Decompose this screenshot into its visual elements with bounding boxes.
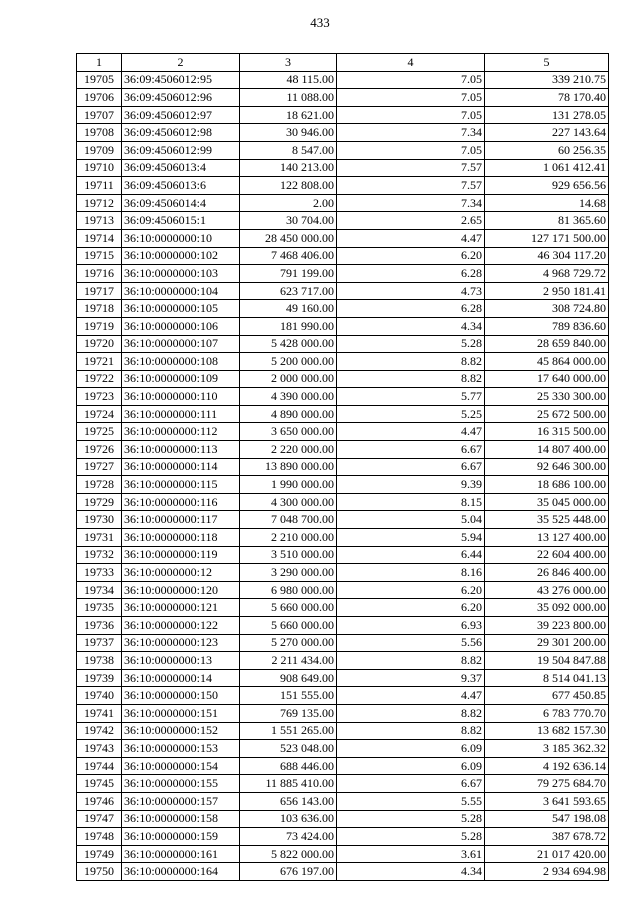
value-cell: 92 646 300.00: [485, 458, 609, 476]
area-cell: 3 290 000.00: [240, 564, 337, 582]
value-cell: 29 301 200.00: [485, 634, 609, 652]
rate-cell: 4.47: [337, 229, 485, 247]
area-cell: 2 210 000.00: [240, 529, 337, 547]
table-row: [77, 370, 609, 388]
table-row: [77, 317, 609, 335]
table-row: [77, 194, 609, 212]
area-cell: 5 270 000.00: [240, 634, 337, 652]
rate-cell: 6.44: [337, 546, 485, 564]
value-cell: 3 185 362.32: [485, 740, 609, 758]
cadastral-number-cell: 36:10:0000000:112: [122, 423, 240, 441]
cadastral-number-cell: 36:10:0000000:159: [122, 828, 240, 846]
value-cell: 339 210.75: [485, 71, 609, 89]
row-number-cell: 19710: [77, 159, 122, 177]
value-cell: 2 934 694.98: [485, 863, 609, 881]
area-cell: 122 808.00: [240, 177, 337, 195]
value-cell: 387 678.72: [485, 828, 609, 846]
area-cell: 5 200 000.00: [240, 353, 337, 371]
rate-cell: 6.67: [337, 441, 485, 459]
rate-cell: 7.05: [337, 89, 485, 107]
rate-cell: 4.34: [337, 863, 485, 881]
table-row: [77, 300, 609, 318]
rate-cell: 8.15: [337, 493, 485, 511]
area-cell: 151 555.00: [240, 687, 337, 705]
table-row: [77, 458, 609, 476]
row-number-cell: 19705: [77, 71, 122, 89]
value-cell: 16 315 500.00: [485, 423, 609, 441]
value-cell: 789 836.60: [485, 317, 609, 335]
rate-cell: 4.47: [337, 423, 485, 441]
value-cell: 43 276 000.00: [485, 581, 609, 599]
table-row: [77, 740, 609, 758]
area-cell: 5 428 000.00: [240, 335, 337, 353]
table-row: [77, 863, 609, 881]
cadastral-number-cell: 36:10:0000000:114: [122, 458, 240, 476]
cadastral-number-cell: 36:10:0000000:153: [122, 740, 240, 758]
table-row: [77, 687, 609, 705]
table-row: [77, 89, 609, 107]
cadastral-number-cell: 36:10:0000000:120: [122, 581, 240, 599]
value-cell: 39 223 800.00: [485, 617, 609, 635]
row-number-cell: 19716: [77, 265, 122, 283]
row-number-cell: 19708: [77, 124, 122, 142]
row-number-cell: 19739: [77, 669, 122, 687]
area-cell: 140 213.00: [240, 159, 337, 177]
row-number-cell: 19721: [77, 353, 122, 371]
table-row: [77, 634, 609, 652]
value-cell: 127 171 500.00: [485, 229, 609, 247]
row-number-cell: 19720: [77, 335, 122, 353]
rate-cell: 9.37: [337, 669, 485, 687]
value-cell: 677 450.85: [485, 687, 609, 705]
table-row: [77, 247, 609, 265]
row-number-cell: 19733: [77, 564, 122, 582]
rate-cell: 7.34: [337, 194, 485, 212]
row-number-cell: 19718: [77, 300, 122, 318]
column-header-5: 5: [485, 54, 609, 72]
cadastral-number-cell: 36:10:0000000:108: [122, 353, 240, 371]
cadastral-number-cell: 36:10:0000000:152: [122, 722, 240, 740]
column-header-3: 3: [240, 54, 337, 72]
cadastral-number-cell: 36:10:0000000:102: [122, 247, 240, 265]
row-number-cell: 19742: [77, 722, 122, 740]
cadastral-number-cell: 36:10:0000000:157: [122, 792, 240, 810]
table-row: [77, 282, 609, 300]
rate-cell: 8.16: [337, 564, 485, 582]
table-row: [77, 159, 609, 177]
area-cell: 103 636.00: [240, 810, 337, 828]
area-cell: 4 390 000.00: [240, 388, 337, 406]
area-cell: 48 115.00: [240, 71, 337, 89]
value-cell: 26 846 400.00: [485, 564, 609, 582]
row-number-cell: 19735: [77, 599, 122, 617]
value-cell: 13 127 400.00: [485, 529, 609, 547]
area-cell: 30 704.00: [240, 212, 337, 230]
row-number-cell: 19731: [77, 529, 122, 547]
area-cell: 6 980 000.00: [240, 581, 337, 599]
value-cell: 2 950 181.41: [485, 282, 609, 300]
table-body: [77, 71, 609, 880]
table-row: [77, 775, 609, 793]
area-cell: 908 649.00: [240, 669, 337, 687]
cadastral-number-cell: 36:10:0000000:13: [122, 652, 240, 670]
rate-cell: 8.82: [337, 353, 485, 371]
row-number-cell: 19746: [77, 792, 122, 810]
rate-cell: 5.94: [337, 529, 485, 547]
table-row: [77, 529, 609, 547]
rate-cell: 5.28: [337, 335, 485, 353]
row-number-cell: 19728: [77, 476, 122, 494]
rate-cell: 7.57: [337, 177, 485, 195]
rate-cell: 5.55: [337, 792, 485, 810]
cadastral-number-cell: 36:10:0000000:161: [122, 845, 240, 863]
rate-cell: 5.28: [337, 810, 485, 828]
area-cell: 2 211 434.00: [240, 652, 337, 670]
rate-cell: 6.93: [337, 617, 485, 635]
area-cell: 2.00: [240, 194, 337, 212]
cadastral-number-cell: 36:10:0000000:116: [122, 493, 240, 511]
row-number-cell: 19706: [77, 89, 122, 107]
value-cell: 78 170.40: [485, 89, 609, 107]
area-cell: 676 197.00: [240, 863, 337, 881]
cadastral-number-cell: 36:10:0000000:150: [122, 687, 240, 705]
cadastral-number-cell: 36:10:0000000:110: [122, 388, 240, 406]
rate-cell: 7.57: [337, 159, 485, 177]
table-row: [77, 845, 609, 863]
area-cell: 688 446.00: [240, 757, 337, 775]
area-cell: 791 199.00: [240, 265, 337, 283]
table-row: [77, 353, 609, 371]
row-number-cell: 19743: [77, 740, 122, 758]
value-cell: 14.68: [485, 194, 609, 212]
table-row: [77, 229, 609, 247]
value-cell: 1 061 412.41: [485, 159, 609, 177]
table-header-row: [77, 54, 609, 72]
cadastral-number-cell: 36:10:0000000:122: [122, 617, 240, 635]
value-cell: 18 686 100.00: [485, 476, 609, 494]
area-cell: 49 160.00: [240, 300, 337, 318]
cadastral-number-cell: 36:10:0000000:158: [122, 810, 240, 828]
row-number-cell: 19719: [77, 317, 122, 335]
row-number-cell: 19745: [77, 775, 122, 793]
area-cell: 3 650 000.00: [240, 423, 337, 441]
row-number-cell: 19741: [77, 704, 122, 722]
cadastral-number-cell: 36:09:4506013:6: [122, 177, 240, 195]
table-row: [77, 722, 609, 740]
cadastral-number-cell: 36:10:0000000:118: [122, 529, 240, 547]
table-row: [77, 106, 609, 124]
rate-cell: 9.39: [337, 476, 485, 494]
rate-cell: 8.82: [337, 704, 485, 722]
row-number-cell: 19749: [77, 845, 122, 863]
row-number-cell: 19730: [77, 511, 122, 529]
cadastral-number-cell: 36:10:0000000:164: [122, 863, 240, 881]
table-row: [77, 810, 609, 828]
value-cell: 227 143.64: [485, 124, 609, 142]
cadastral-number-cell: 36:10:0000000:14: [122, 669, 240, 687]
column-header-4: 4: [337, 54, 485, 72]
rate-cell: 6.20: [337, 599, 485, 617]
table-row: [77, 581, 609, 599]
table-row: [77, 335, 609, 353]
area-cell: 30 946.00: [240, 124, 337, 142]
value-cell: 35 045 000.00: [485, 493, 609, 511]
rate-cell: 7.34: [337, 124, 485, 142]
table-row: [77, 141, 609, 159]
area-cell: 7 048 700.00: [240, 511, 337, 529]
row-number-cell: 19736: [77, 617, 122, 635]
rate-cell: 6.67: [337, 458, 485, 476]
cadastral-number-cell: 36:09:4506012:96: [122, 89, 240, 107]
area-cell: 181 990.00: [240, 317, 337, 335]
cadastral-number-cell: 36:10:0000000:103: [122, 265, 240, 283]
cadastral-number-cell: 36:10:0000000:104: [122, 282, 240, 300]
data-table: [76, 53, 609, 881]
table-row: [77, 652, 609, 670]
row-number-cell: 19748: [77, 828, 122, 846]
area-cell: 2 000 000.00: [240, 370, 337, 388]
cadastral-number-cell: 36:10:0000000:113: [122, 441, 240, 459]
value-cell: 929 656.56: [485, 177, 609, 195]
page-number: 433: [310, 15, 330, 30]
value-cell: 547 198.08: [485, 810, 609, 828]
value-cell: 25 672 500.00: [485, 405, 609, 423]
column-header-1: 1: [77, 54, 122, 72]
table-row: [77, 511, 609, 529]
rate-cell: 2.65: [337, 212, 485, 230]
row-number-cell: 19750: [77, 863, 122, 881]
cadastral-number-cell: 36:09:4506012:98: [122, 124, 240, 142]
value-cell: 131 278.05: [485, 106, 609, 124]
column-header-2: 2: [122, 54, 240, 72]
value-cell: 13 682 157.30: [485, 722, 609, 740]
table-row: [77, 212, 609, 230]
area-cell: 11 088.00: [240, 89, 337, 107]
table-row: [77, 828, 609, 846]
cadastral-number-cell: 36:09:4506012:97: [122, 106, 240, 124]
area-cell: 523 048.00: [240, 740, 337, 758]
cadastral-number-cell: 36:10:0000000:151: [122, 704, 240, 722]
table-row: [77, 265, 609, 283]
table-row: [77, 71, 609, 89]
row-number-cell: 19724: [77, 405, 122, 423]
value-cell: 14 807 400.00: [485, 441, 609, 459]
cadastral-number-cell: 36:09:4506014:4: [122, 194, 240, 212]
value-cell: 81 365.60: [485, 212, 609, 230]
value-cell: 60 256.35: [485, 141, 609, 159]
cadastral-number-cell: 36:10:0000000:12: [122, 564, 240, 582]
cadastral-number-cell: 36:10:0000000:105: [122, 300, 240, 318]
row-number-cell: 19740: [77, 687, 122, 705]
cadastral-number-cell: 36:09:4506012:95: [122, 71, 240, 89]
row-number-cell: 19712: [77, 194, 122, 212]
value-cell: 6 783 770.70: [485, 704, 609, 722]
table-row: [77, 792, 609, 810]
value-cell: 4 968 729.72: [485, 265, 609, 283]
rate-cell: 3.61: [337, 845, 485, 863]
row-number-cell: 19726: [77, 441, 122, 459]
row-number-cell: 19734: [77, 581, 122, 599]
area-cell: 73 424.00: [240, 828, 337, 846]
rate-cell: 5.56: [337, 634, 485, 652]
table-row: [77, 476, 609, 494]
row-number-cell: 19747: [77, 810, 122, 828]
area-cell: 5 660 000.00: [240, 599, 337, 617]
value-cell: 17 640 000.00: [485, 370, 609, 388]
area-cell: 3 510 000.00: [240, 546, 337, 564]
rate-cell: 5.25: [337, 405, 485, 423]
row-number-cell: 19737: [77, 634, 122, 652]
area-cell: 5 660 000.00: [240, 617, 337, 635]
row-number-cell: 19714: [77, 229, 122, 247]
rate-cell: 8.82: [337, 370, 485, 388]
rate-cell: 5.77: [337, 388, 485, 406]
row-number-cell: 19738: [77, 652, 122, 670]
table-row: [77, 177, 609, 195]
rate-cell: 7.05: [337, 71, 485, 89]
row-number-cell: 19723: [77, 388, 122, 406]
area-cell: 4 890 000.00: [240, 405, 337, 423]
row-number-cell: 19715: [77, 247, 122, 265]
value-cell: 21 017 420.00: [485, 845, 609, 863]
value-cell: 8 514 041.13: [485, 669, 609, 687]
rate-cell: 6.09: [337, 757, 485, 775]
table-row: [77, 388, 609, 406]
value-cell: 46 304 117.20: [485, 247, 609, 265]
cadastral-number-cell: 36:10:0000000:10: [122, 229, 240, 247]
row-number-cell: 19744: [77, 757, 122, 775]
area-cell: 13 890 000.00: [240, 458, 337, 476]
row-number-cell: 19727: [77, 458, 122, 476]
value-cell: 35 092 000.00: [485, 599, 609, 617]
table-row: [77, 423, 609, 441]
value-cell: 79 275 684.70: [485, 775, 609, 793]
area-cell: 5 822 000.00: [240, 845, 337, 863]
rate-cell: 6.20: [337, 581, 485, 599]
table-row: [77, 669, 609, 687]
cadastral-number-cell: 36:10:0000000:117: [122, 511, 240, 529]
area-cell: 7 468 406.00: [240, 247, 337, 265]
cadastral-number-cell: 36:09:4506013:4: [122, 159, 240, 177]
table-row: [77, 405, 609, 423]
table-row: [77, 441, 609, 459]
row-number-cell: 19709: [77, 141, 122, 159]
row-number-cell: 19717: [77, 282, 122, 300]
table-row: [77, 493, 609, 511]
area-cell: 656 143.00: [240, 792, 337, 810]
table-row: [77, 124, 609, 142]
rate-cell: 7.05: [337, 106, 485, 124]
rate-cell: 6.20: [337, 247, 485, 265]
rate-cell: 4.34: [337, 317, 485, 335]
rate-cell: 8.82: [337, 652, 485, 670]
value-cell: 28 659 840.00: [485, 335, 609, 353]
area-cell: 2 220 000.00: [240, 441, 337, 459]
area-cell: 11 885 410.00: [240, 775, 337, 793]
area-cell: 1 990 000.00: [240, 476, 337, 494]
rate-cell: 4.73: [337, 282, 485, 300]
table-row: [77, 617, 609, 635]
cadastral-number-cell: 36:10:0000000:121: [122, 599, 240, 617]
cadastral-number-cell: 36:09:4506012:99: [122, 141, 240, 159]
rate-cell: 6.67: [337, 775, 485, 793]
area-cell: 1 551 265.00: [240, 722, 337, 740]
cadastral-number-cell: 36:10:0000000:111: [122, 405, 240, 423]
rate-cell: 6.28: [337, 300, 485, 318]
row-number-cell: 19711: [77, 177, 122, 195]
value-cell: 35 525 448.00: [485, 511, 609, 529]
row-number-cell: 19707: [77, 106, 122, 124]
area-cell: 623 717.00: [240, 282, 337, 300]
area-cell: 18 621.00: [240, 106, 337, 124]
value-cell: 45 864 000.00: [485, 353, 609, 371]
table-row: [77, 704, 609, 722]
table-row: [77, 564, 609, 582]
table-row: [77, 599, 609, 617]
cadastral-number-cell: 36:10:0000000:123: [122, 634, 240, 652]
rate-cell: 6.28: [337, 265, 485, 283]
value-cell: 3 641 593.65: [485, 792, 609, 810]
rate-cell: 4.47: [337, 687, 485, 705]
table-row: [77, 546, 609, 564]
rate-cell: 8.82: [337, 722, 485, 740]
area-cell: 8 547.00: [240, 141, 337, 159]
cadastral-number-cell: 36:10:0000000:107: [122, 335, 240, 353]
cadastral-number-cell: 36:10:0000000:109: [122, 370, 240, 388]
value-cell: 4 192 636.14: [485, 757, 609, 775]
value-cell: 22 604 400.00: [485, 546, 609, 564]
value-cell: 19 504 847.88: [485, 652, 609, 670]
row-number-cell: 19713: [77, 212, 122, 230]
rate-cell: 5.28: [337, 828, 485, 846]
cadastral-number-cell: 36:10:0000000:115: [122, 476, 240, 494]
table-row: [77, 757, 609, 775]
row-number-cell: 19725: [77, 423, 122, 441]
cadastral-number-cell: 36:10:0000000:154: [122, 757, 240, 775]
rate-cell: 5.04: [337, 511, 485, 529]
cadastral-number-cell: 36:10:0000000:106: [122, 317, 240, 335]
area-cell: 28 450 000.00: [240, 229, 337, 247]
cadastral-number-cell: 36:10:0000000:155: [122, 775, 240, 793]
value-cell: 25 330 300.00: [485, 388, 609, 406]
row-number-cell: 19732: [77, 546, 122, 564]
value-cell: 308 724.80: [485, 300, 609, 318]
area-cell: 4 300 000.00: [240, 493, 337, 511]
rate-cell: 7.05: [337, 141, 485, 159]
row-number-cell: 19722: [77, 370, 122, 388]
cadastral-number-cell: 36:09:4506015:1: [122, 212, 240, 230]
rate-cell: 6.09: [337, 740, 485, 758]
row-number-cell: 19729: [77, 493, 122, 511]
area-cell: 769 135.00: [240, 704, 337, 722]
cadastral-number-cell: 36:10:0000000:119: [122, 546, 240, 564]
